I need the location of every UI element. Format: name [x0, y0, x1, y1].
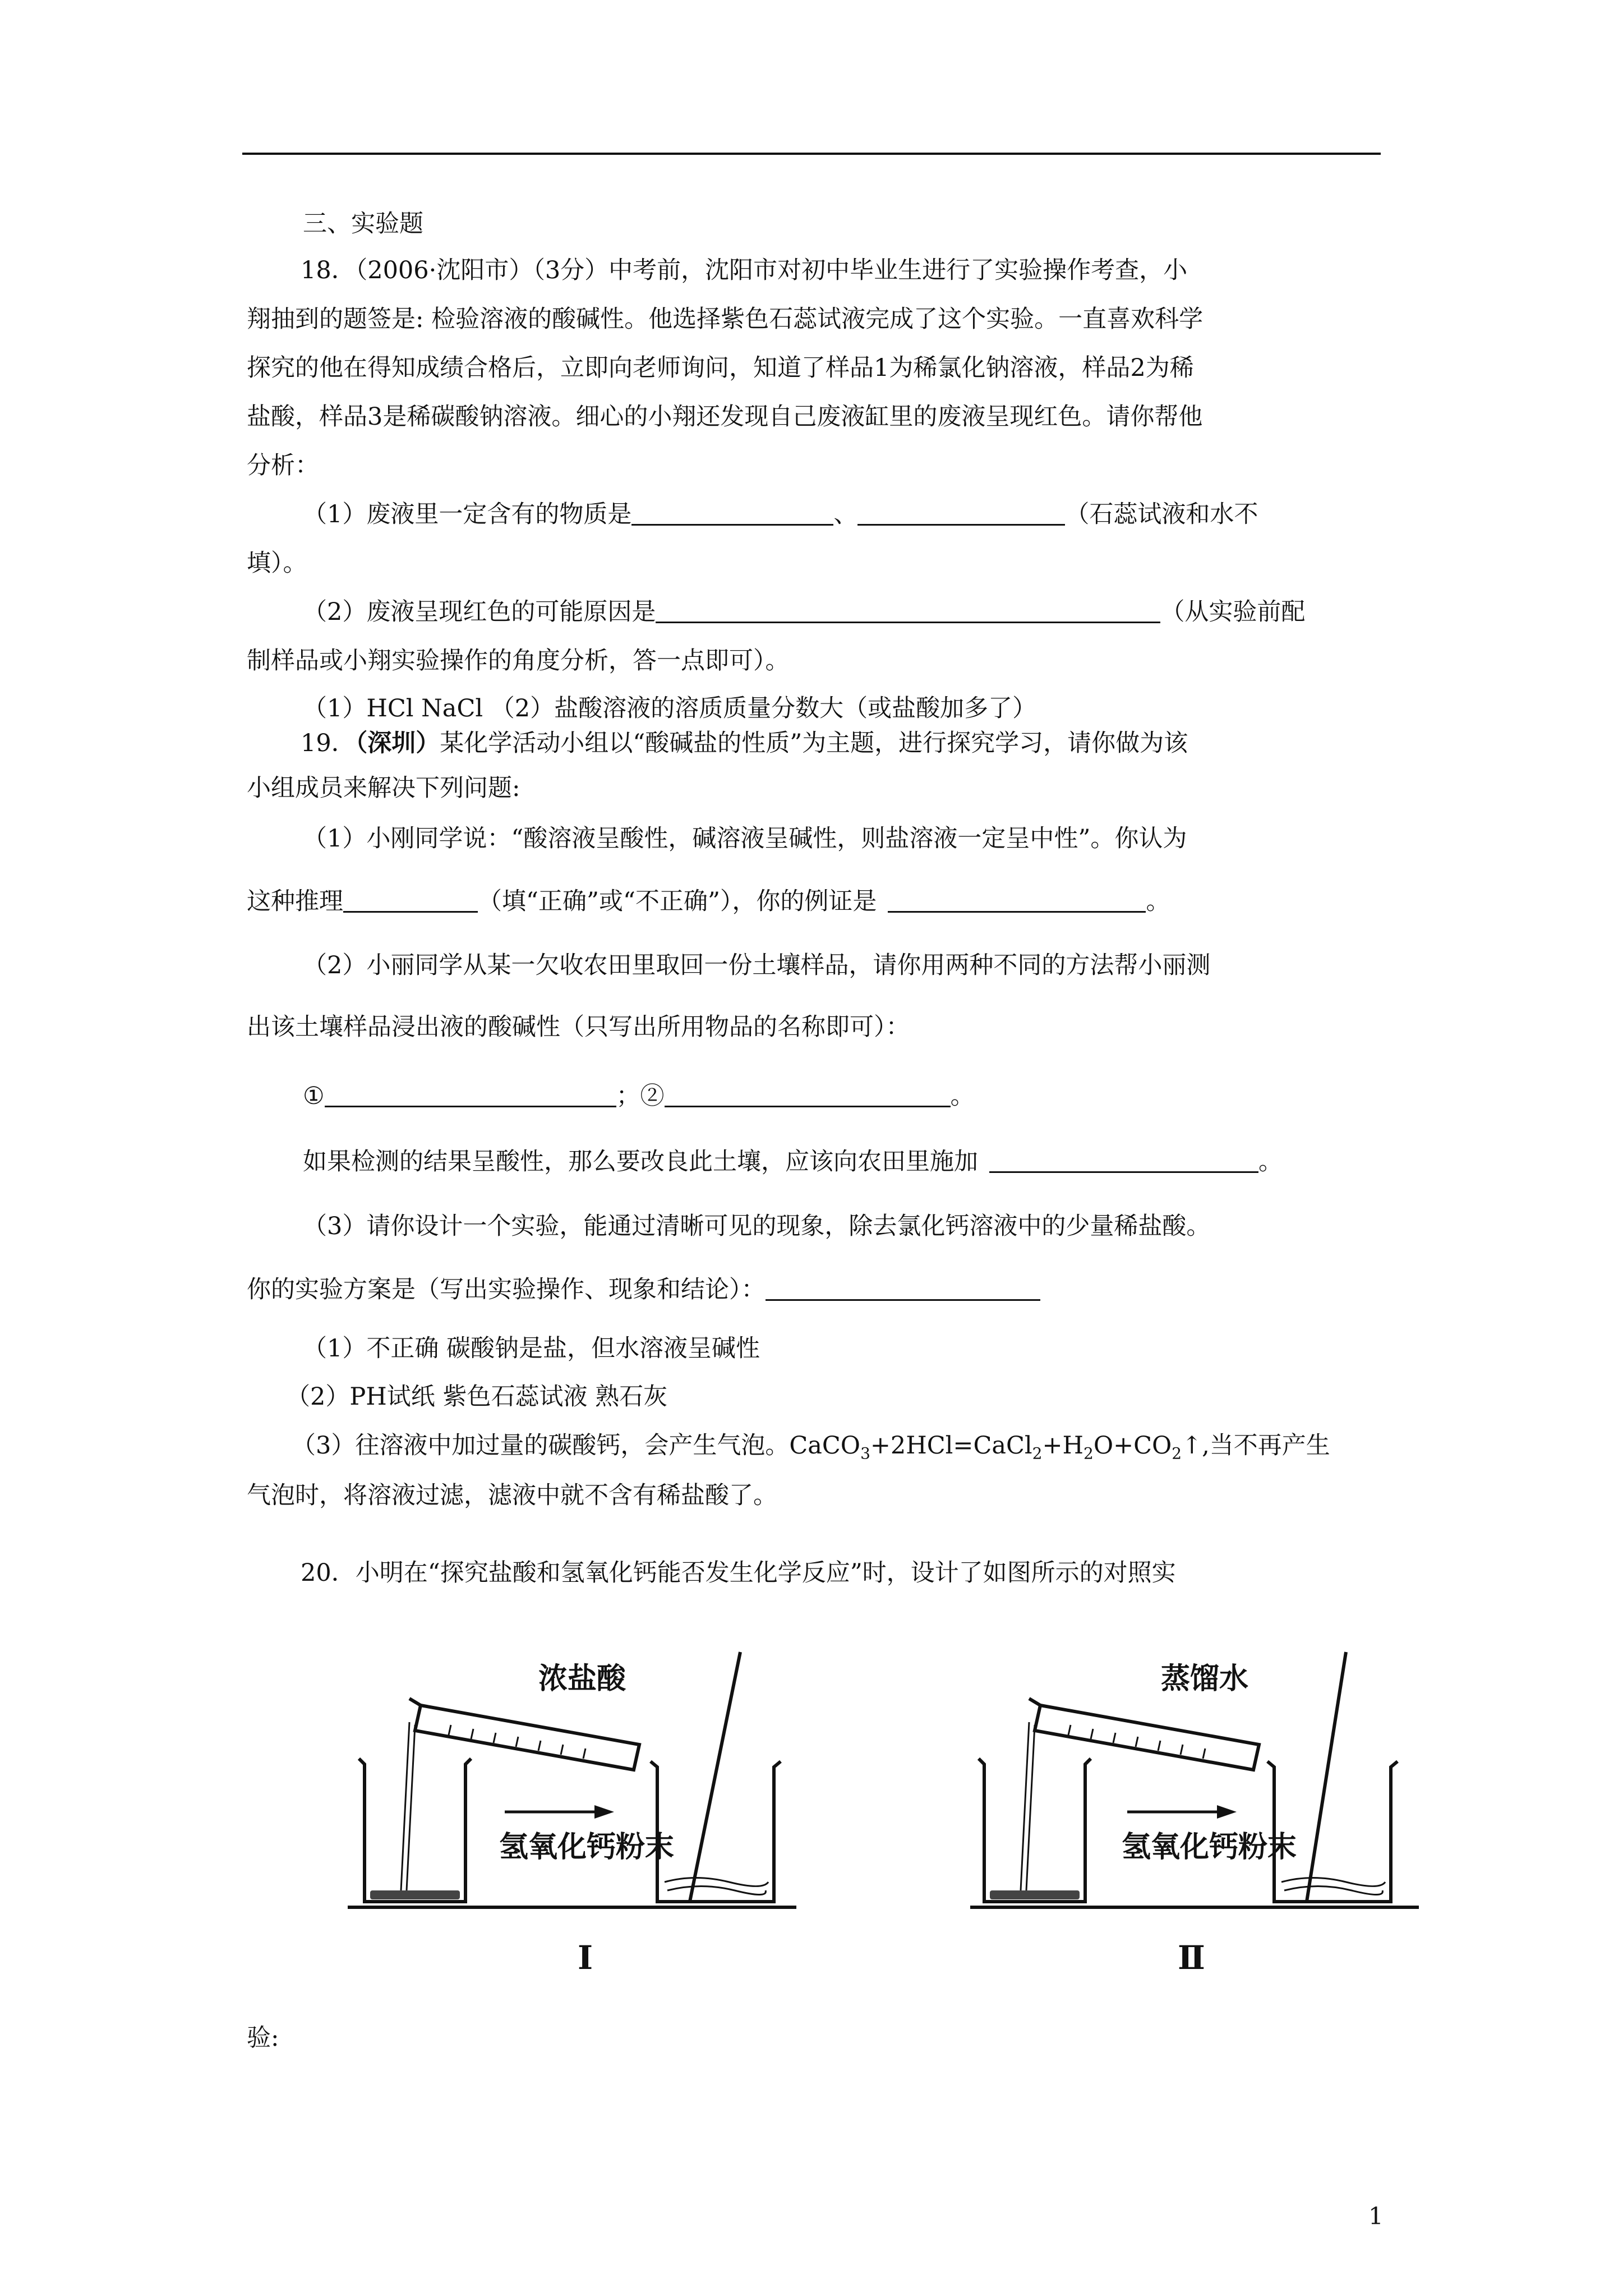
- subscript: 2: [1172, 1444, 1182, 1463]
- q19-part3-a: （3）请你设计一个实验，能通过清晰可见的现象，除去氯化钙溶液中的少量稀盐酸。: [303, 1212, 1211, 1240]
- fig-caption-1: Ⅰ: [578, 1939, 593, 1977]
- fig-label-distilled-water: 蒸馏水: [1161, 1662, 1249, 1696]
- q19-part3-b: [247, 1273, 1040, 1306]
- q18-line-4: 盐酸，样品3是稀碳酸钠溶液。细心的小翔还发现自己废液缸里的废液呈现红色。请你帮他: [247, 403, 1203, 431]
- q19-blank-6[interactable]: [766, 1273, 1040, 1301]
- q20-line-2: 验:: [247, 2024, 279, 2052]
- q18-line-5: 分析：: [247, 452, 319, 480]
- q19-blank-4[interactable]: [665, 1080, 951, 1107]
- fig-label-concentrated-hcl: 浓盐酸: [538, 1662, 626, 1696]
- experiment-figure: [336, 1627, 1458, 1986]
- q18-line-3: 探究的他在得知成绩合格后，立即向老师询问，知道了样品1为稀氯化钠溶液，样品2为稀: [247, 354, 1194, 382]
- q18-part1-cont: 填）。: [247, 549, 307, 577]
- formula-part: +2HCl=CaCl: [870, 1432, 1032, 1460]
- fig-caption-2: Ⅱ: [1178, 1939, 1205, 1977]
- q19-line-2: 小组成员来解决下列问题:: [247, 774, 520, 802]
- q19-number: 19．: [301, 729, 356, 757]
- formula-part: ↑,当不再产生: [1182, 1432, 1330, 1460]
- q18-part2: [303, 596, 1305, 628]
- q19-blank-1[interactable]: [343, 885, 478, 913]
- q18-blank-1[interactable]: [631, 498, 833, 526]
- header-rule: [242, 153, 1381, 155]
- formula-part: O+CO: [1093, 1432, 1172, 1460]
- q19-part2-b: 出该土壤样品浸出液的酸碱性（只写出所用物品的名称即可）：: [247, 1013, 910, 1041]
- q19-answer-3-text: （3）往溶液中加过量的碳酸钙，会产生气泡。CaCO: [292, 1432, 861, 1460]
- q19-circle-2: ；②: [616, 1082, 665, 1110]
- q18-part1-sep: 、: [833, 500, 858, 528]
- q19-part2-d-end: 。: [1258, 1148, 1283, 1176]
- q19-part1-note: （填“正确”或“不正确”），你的例证是: [478, 887, 877, 915]
- fig-label-caoh2-left: 氢氧化钙粉末: [499, 1830, 675, 1864]
- subscript: 2: [1032, 1444, 1043, 1463]
- q19-answer-1: （1）不正确 碳酸钠是盐，但水溶液呈碱性: [303, 1335, 760, 1363]
- q19-circle-1: ①: [303, 1082, 325, 1110]
- q18-line-1: 18．（2006·沈阳市）（3分）中考前，沈阳市对初中毕业生进行了实验操作考查，小: [301, 256, 1188, 284]
- q18-answer: （1）HCl NaCl （2）盐酸溶液的溶质质量分数大（或盐酸加多了）: [303, 694, 1037, 723]
- q19-part2-d-text: 如果检测的结果呈酸性，那么要改良此土壤，应该向农田里施加: [303, 1148, 978, 1176]
- q19-part2-d: [303, 1145, 1283, 1178]
- q20-line-1: 20．小明在“探究盐酸和氢氧化钙能否发生化学反应”时，设计了如图所示的对照实: [301, 1559, 1176, 1587]
- q19-part2-a: （2）小丽同学从某一欠收农田里取回一份土壤样品，请你用两种不同的方法帮小丽测: [303, 951, 1211, 979]
- q19-part1-b: [247, 885, 1170, 918]
- q18-part2-text: （2）废液呈现红色的可能原因是: [303, 598, 656, 626]
- q18-part1: [303, 498, 1258, 531]
- q18-line-2: 翔抽到的题签是: 检验溶液的酸碱性。他选择紫色石蕊试液完成了这个实验。一直喜欢科学: [247, 305, 1204, 333]
- q18-part2-cont: 制样品或小翔实验操作的角度分析，答一点即可）。: [247, 647, 790, 675]
- q19-answer-3: [292, 1429, 1330, 1470]
- q19-part2-c-end: 。: [950, 1082, 975, 1110]
- q19-blank-5[interactable]: [989, 1145, 1258, 1173]
- q19-source: （深圳）: [355, 729, 440, 757]
- q19-part1-text: 这种推理: [247, 887, 343, 915]
- section-title: 三、实验题: [303, 210, 423, 238]
- subscript: 2: [1083, 1444, 1094, 1463]
- q19-line-1: [301, 727, 1188, 760]
- q19-part1-end: 。: [1146, 887, 1170, 915]
- q19-line-1-text: 某化学活动小组以“酸碱盐的性质”为主题，进行探究学习，请你做为该: [440, 729, 1188, 757]
- q19-part1-a: （1）小刚同学说：“酸溶液呈酸性，碱溶液呈碱性，则盐溶液一定呈中性”。你认为: [303, 825, 1187, 853]
- q18-blank-2[interactable]: [857, 498, 1065, 526]
- q19-answer-3-cont: 气泡时，将溶液过滤，滤液中就不含有稀盐酸了。: [247, 1481, 777, 1510]
- q19-part3-text: 你的实验方案是（写出实验操作、现象和结论）：: [247, 1276, 766, 1304]
- q19-answer-2: （2）PH试纸 紫色石蕊试液 熟石灰: [286, 1383, 668, 1411]
- q19-blank-3[interactable]: [325, 1080, 616, 1107]
- q18-part1-text: （1）废液里一定含有的物质是: [303, 500, 632, 528]
- q18-part1-note: （石蕊试液和水不: [1065, 500, 1258, 528]
- page-number: 1: [1368, 2202, 1384, 2230]
- q18-part2-note: （从实验前配: [1160, 598, 1306, 626]
- q19-blank-2[interactable]: [888, 885, 1146, 913]
- fig-label-caoh2-right: 氢氧化钙粉末: [1122, 1830, 1297, 1864]
- q19-part2-c: [303, 1080, 975, 1112]
- formula-part: +H: [1042, 1432, 1084, 1460]
- q18-blank-3[interactable]: [656, 596, 1160, 623]
- subscript: 3: [860, 1444, 870, 1463]
